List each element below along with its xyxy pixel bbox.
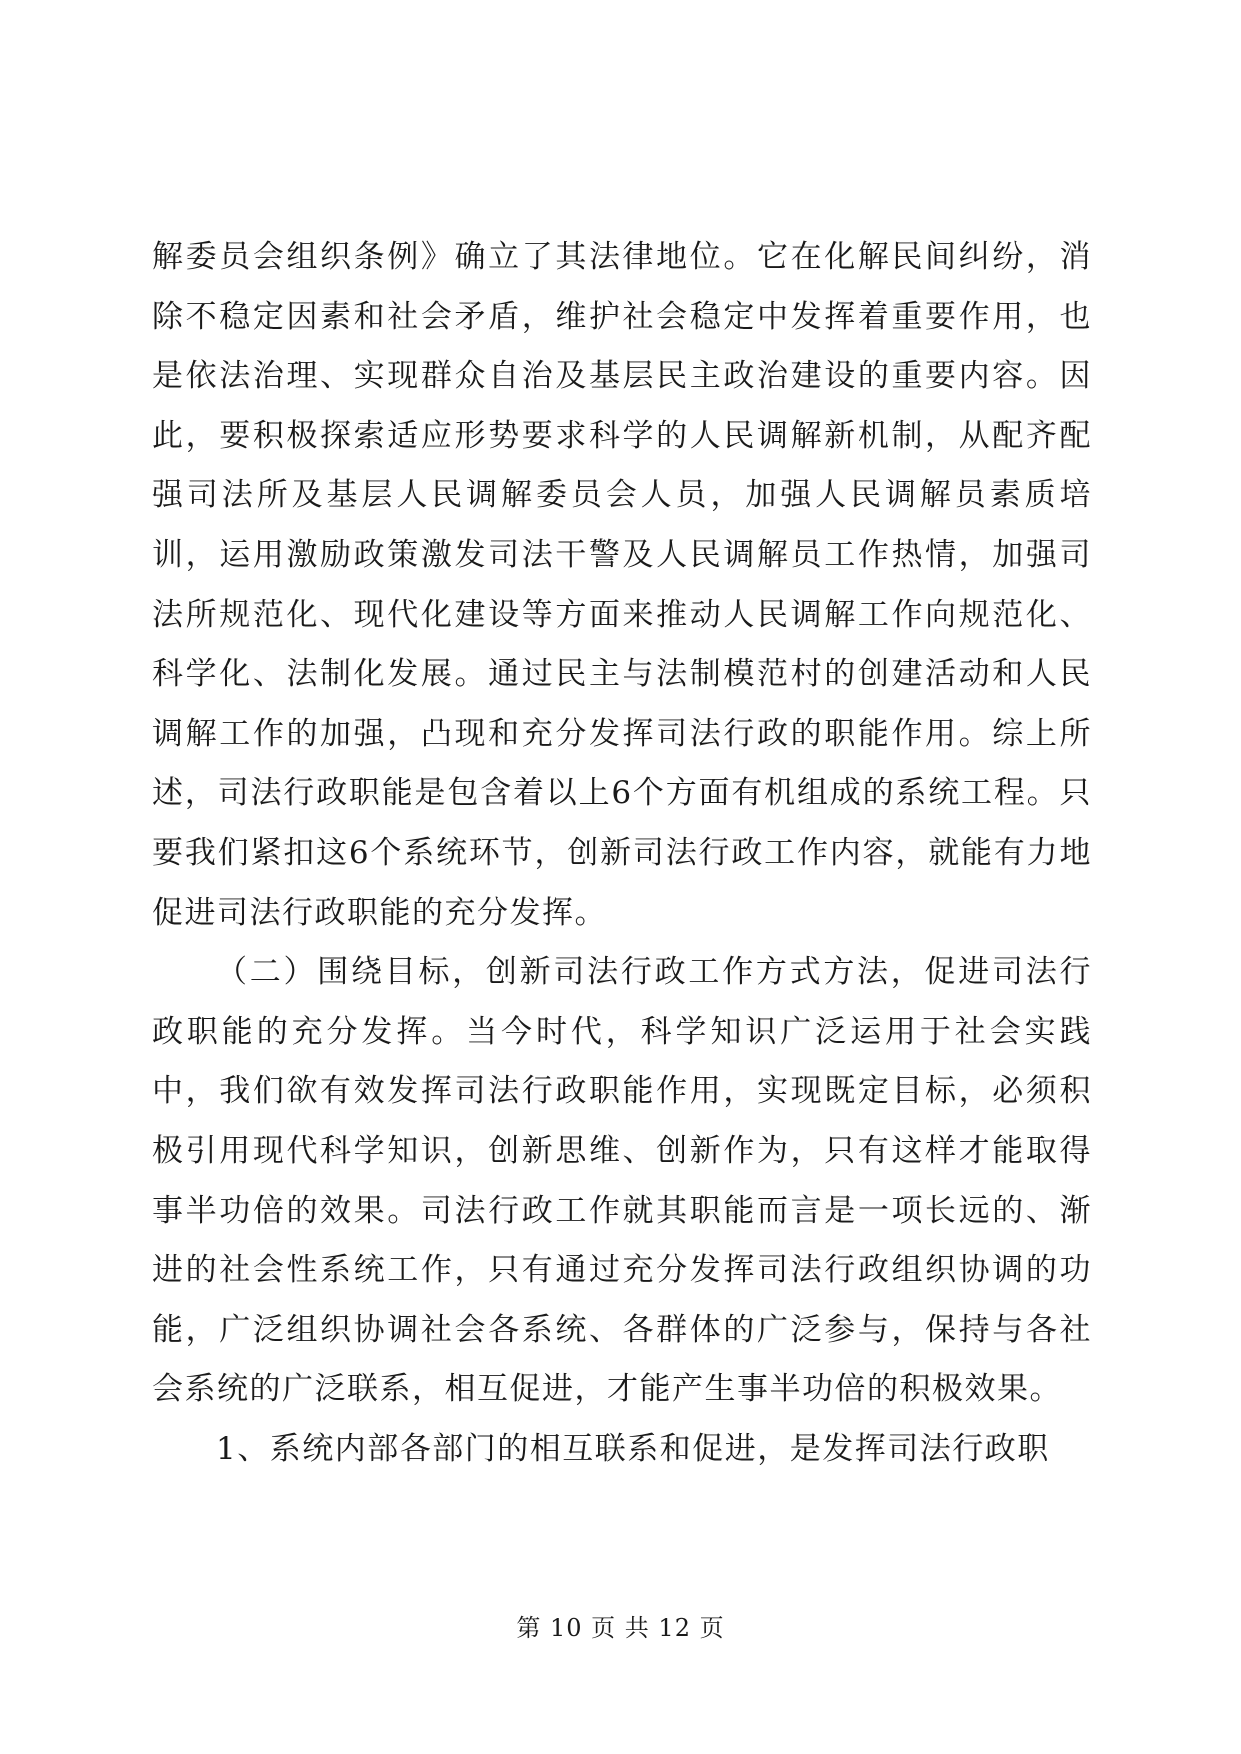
paragraph-item-one: 1、系统内部各部门的相互联系和促进，是发挥司法行政职 <box>216 1430 1050 1467</box>
paragraph-section-two: （二）围绕目标，创新司法行政工作方式方法，促进司法行政职能的充分发挥。当今时代，科学知识广泛运用于社会实践中，我们欲有效发挥司法行政职能作用，实现既定目标，必须积极引用现代科学知识，创新思维、创新作为，只有这样才能取得事半功倍的效果。司法行政工作就其职能而言是一项长远的、渐进的社会性系统工作，只有通过充分发挥司法行政组织协调的功能，广泛组织协调社会各系统、各群体的广泛参与，保持与各社会系统的广泛联系，相互促进，才能产生事半功倍的积极效果。 <box>152 954 1092 1408</box>
paragraph-continuation: 解委员会组织条例》确立了其法律地位。它在化解民间纠纷，消除不稳定因素和社会矛盾，维护社会稳定中发挥着重要作用，也是依法治理、实现群众自治及基层民主政治建设的重要内容。因此，要积极探索适应形势要求科学的人民调解新机制，从配齐配强司法所及基层人民调解委员会人员，加强人民调解员素质培训，运用激励政策激发司法干警及人民调解员工作热情，加强司法所规范化、现代化建设等方面来推动人民调解工作向规范化、科学化、法制化发展。通过民主与法制模范村的创建活动和人民调解工作的加强，凸现和充分发挥司法行政的职能作用。综上所述，司法行政职能是包含着以上6个方面有机组成的系统工程。只要我们紧扣这6个系统环节，创新司法行政工作内容，就能有力地促进司法行政职能的充分发挥。 <box>152 239 1092 931</box>
document-body <box>152 228 1092 1479</box>
page-number-footer: 第 10 页 共 12 页 <box>516 1614 725 1642</box>
